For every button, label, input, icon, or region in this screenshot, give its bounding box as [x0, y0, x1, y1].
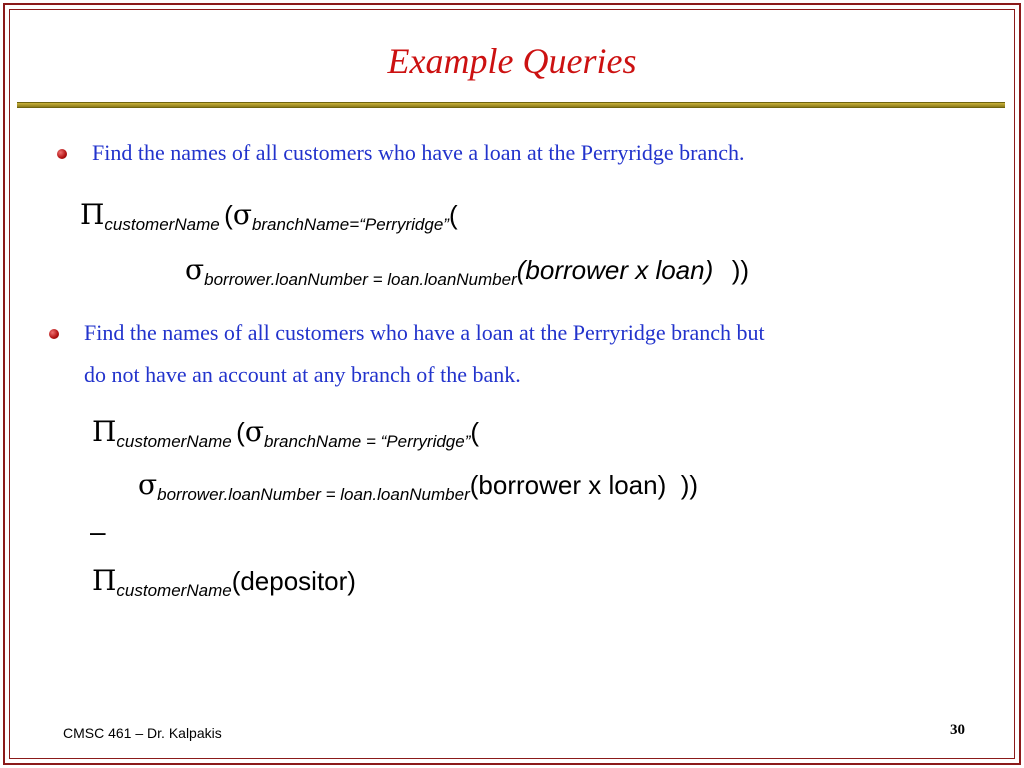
selection-subscript: branchName = “Perryridge” — [263, 432, 471, 451]
bullet-1-text: Find the names of all customers who have a loan at the Perryridge branch. — [92, 140, 745, 165]
query-1-line-2 — [185, 253, 749, 290]
relation-expression: (depositor) — [231, 566, 356, 596]
open-paren: ( — [236, 417, 245, 447]
selection-subscript: borrower.loanNumber = loan.loanNumber — [157, 485, 470, 504]
query-2-line-3 — [92, 564, 356, 601]
footer-course: CMSC 461 – Dr. Kalpakis — [63, 725, 222, 741]
slide-number: 30 — [950, 722, 965, 738]
bullet-icon — [57, 149, 67, 159]
query-1-line-1 — [80, 198, 458, 235]
projection-symbol: Π — [92, 564, 117, 597]
selection-symbol: σ — [185, 253, 205, 286]
projection-subscript: customerName — [104, 215, 220, 234]
projection-symbol: Π — [92, 415, 117, 448]
relation-expression: (borrower x loan) — [516, 255, 714, 285]
relation-expression: (borrower x loan) — [469, 470, 667, 500]
close-parens: )) — [731, 255, 750, 285]
slide-title: Example Queries — [387, 41, 637, 81]
title-divider — [17, 102, 1005, 108]
selection-symbol: σ — [138, 468, 158, 501]
selection-subscript: borrower.loanNumber = loan.loanNumber — [204, 270, 517, 289]
selection-subscript: branchName=“Perryridge” — [251, 215, 449, 234]
open-paren: ( — [448, 200, 458, 230]
bullet-2-line-2: do not have an account at any branch of the bank. — [84, 362, 521, 387]
projection-subscript: customerName — [116, 581, 232, 600]
bullet-icon — [49, 329, 59, 339]
query-2-line-1 — [92, 415, 479, 452]
projection-symbol: Π — [80, 198, 105, 231]
projection-subscript: customerName — [116, 432, 232, 451]
open-paren: ( — [470, 417, 480, 447]
bullet-2-line-1: Find the names of all customers who have a loan at the Perryridge branch but — [84, 320, 765, 345]
selection-symbol: σ — [244, 415, 264, 448]
selection-symbol: σ — [232, 198, 252, 231]
set-difference-operator: – — [90, 516, 106, 547]
close-parens: )) — [680, 470, 699, 500]
query-2-line-2 — [138, 468, 698, 505]
open-paren: ( — [224, 200, 233, 230]
